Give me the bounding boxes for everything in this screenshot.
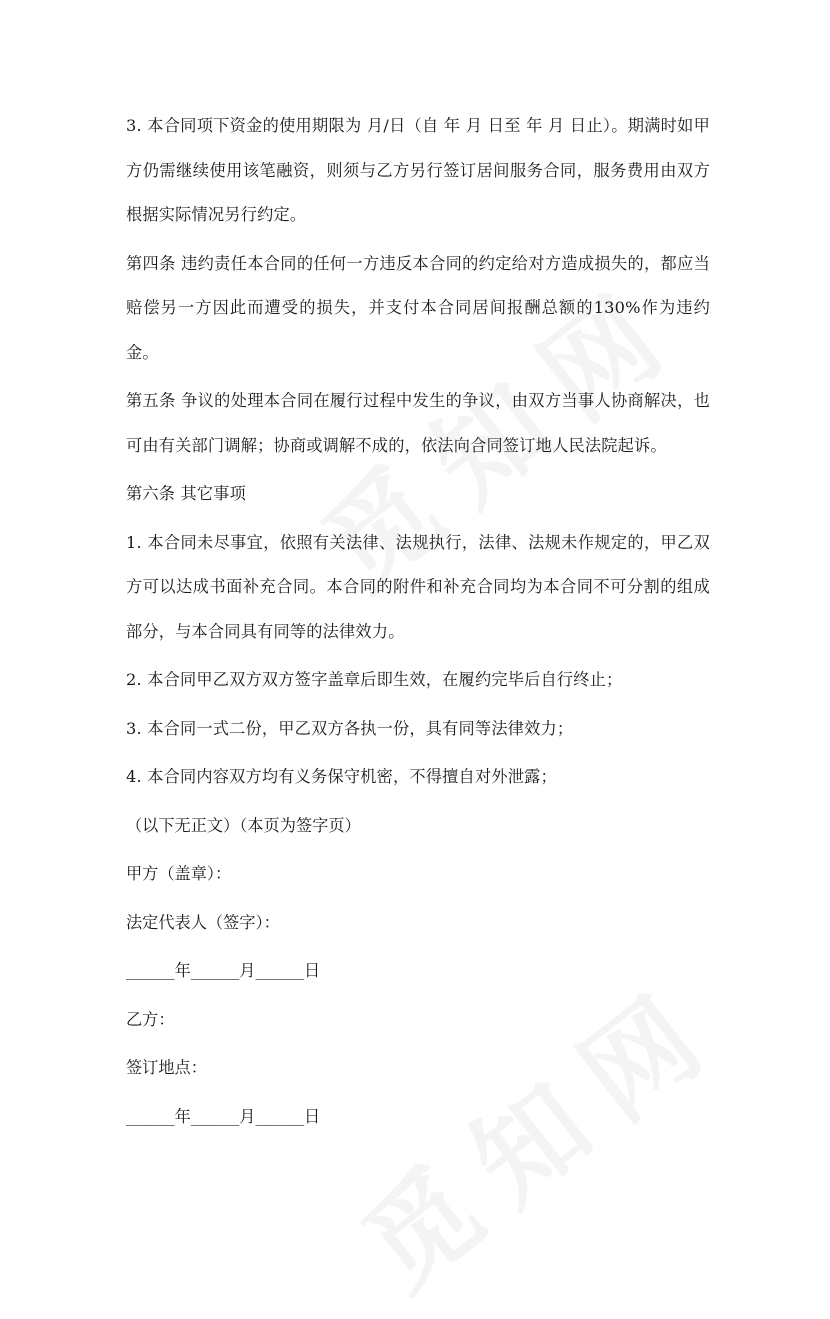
article-5-disputes: 第五条 争议的处理本合同在履行过程中发生的争议，由双方当事人协商解决，也可由有关部门调解；协商或调解不成的，依法向合同签订地人民法院起诉。 [126, 391, 710, 455]
article-6-item-3: 3. 本合同一式二份，甲乙双方各执一份，具有同等法律效力； [126, 718, 574, 738]
signing-place-line: 签订地点： [126, 1058, 207, 1077]
party-b-line: 乙方： [126, 1009, 175, 1029]
article-4-liability: 第四条 违约责任本合同的任何一方违反本合同的约定给对方造成损失的，都应当赔偿另一方因此而遭受的损失，并支付本合同居间报酬总额的130%作为违约金。 [126, 253, 710, 362]
date-line-b: ______年______月______日 [126, 1106, 321, 1126]
date-line-a: ______年______月______日 [126, 961, 321, 980]
article-6-item-2: 2. 本合同甲乙双方双方签字盖章后即生效，在履约完毕后自行终止； [126, 670, 623, 689]
article-6-item-1: 1. 本合同未尽事宜，依照有关法律、法规执行，法律、法规未作规定的，甲乙双方可以达成书面补充合同。本合同的附件和补充合同均为本合同不可分割的组成部分，与本合同具有同等的法律效力。 [126, 532, 710, 641]
article-6-item-4: 4. 本合同内容双方均有义务保守机密，不得擅自对外泄露； [126, 767, 557, 786]
article-6-heading: 第六条 其它事项 [126, 484, 247, 503]
no-text-below-note: （以下无正文）（本页为签字页） [126, 815, 361, 835]
party-a-seal-line: 甲方（盖章）： [126, 864, 232, 883]
document-body [126, 104, 710, 1139]
legal-rep-signature-line: 法定代表人（签字）： [126, 912, 280, 932]
clause-3-usage-period: 3. 本合同项下资金的使用期限为 月/日（自 年 月 日至 年 月 日止）。期满时如甲方仍需继续使用该笔融资，则须与乙方另行签订居间服务合同，服务费用由双方根据实际情况另行约定。 [126, 116, 710, 224]
